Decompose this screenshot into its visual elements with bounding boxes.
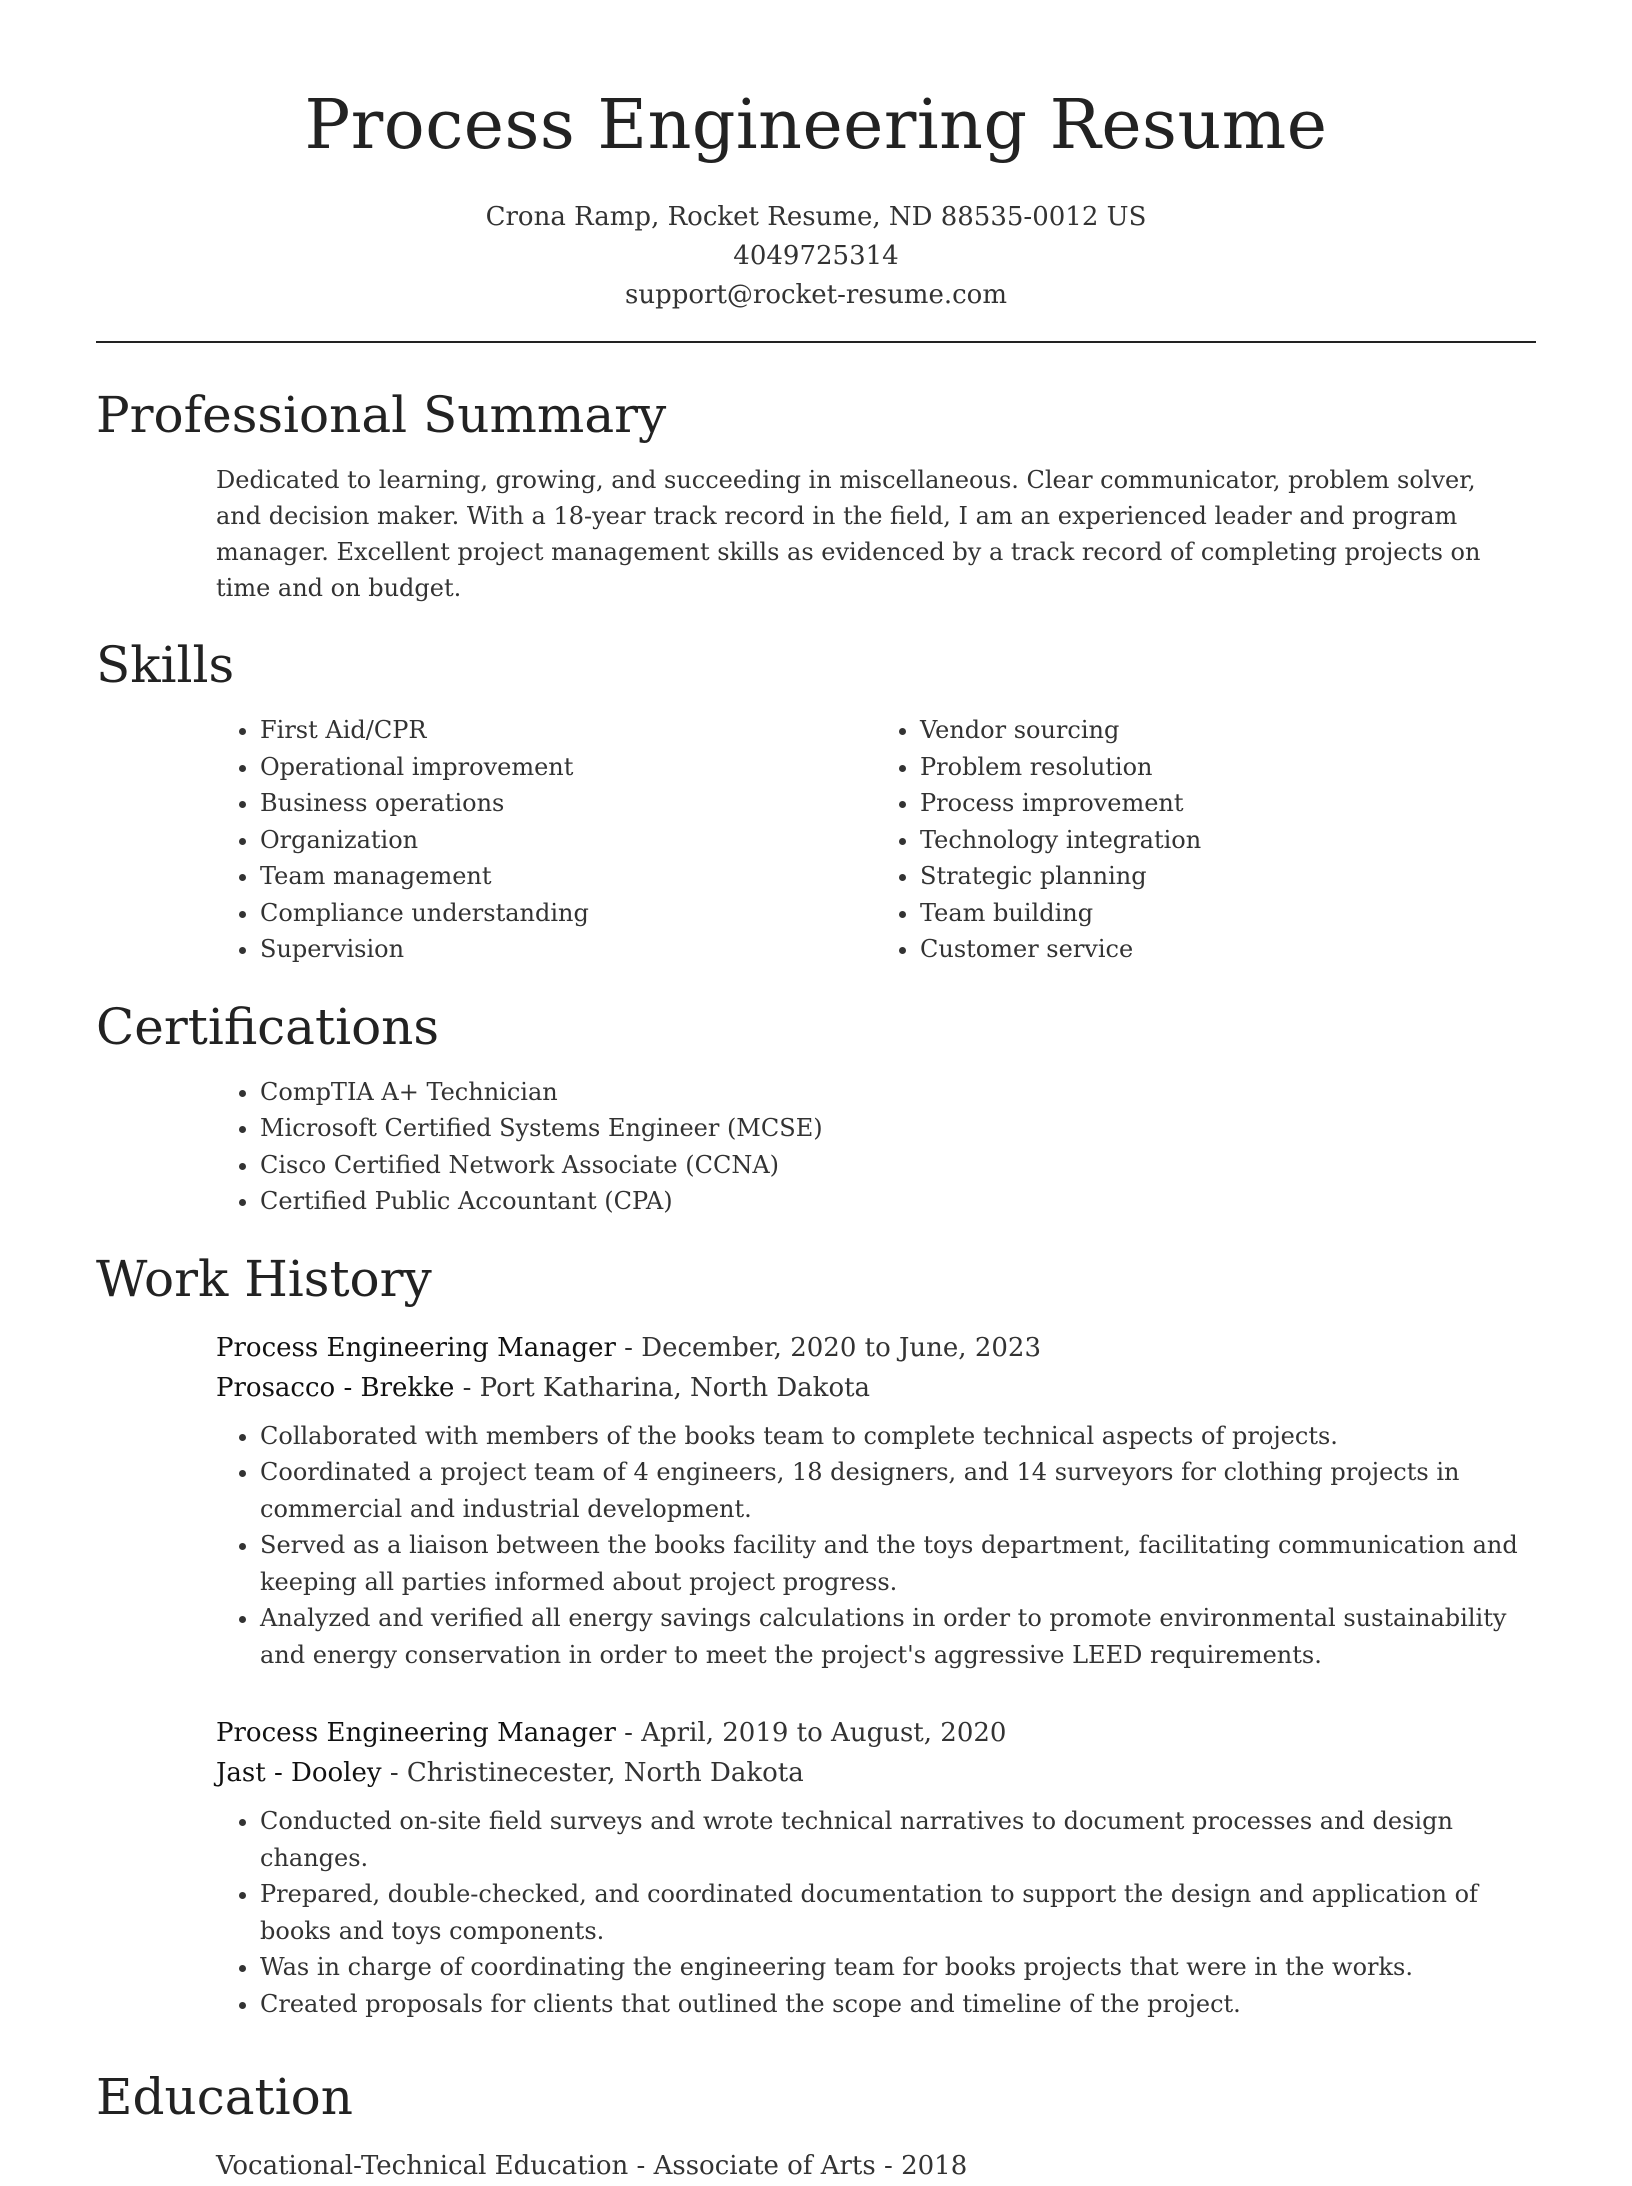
job-entry — [216, 1713, 1536, 2022]
contact-phone: 4049725314 — [733, 241, 899, 271]
job-entry — [216, 1328, 1536, 1674]
certifications-heading: Certifications — [96, 997, 440, 1056]
skill-item: • Supervision — [260, 931, 876, 968]
skill-item: • Process improvement — [920, 785, 1536, 822]
skills-section — [96, 630, 1536, 968]
job-title-line: Process Engineering Manager - April, 2019 to August, 2020 — [216, 1718, 1007, 1748]
job-location: Christinecester, North Dakota — [406, 1758, 804, 1788]
skill-item: • Customer service — [920, 931, 1536, 968]
job-company-line: Jast - Dooley - Christinecester, North Dakota — [216, 1758, 804, 1788]
certifications-section — [96, 992, 1536, 1220]
contact-address: Crona Ramp, Rocket Resume, ND 88535-0012 US — [485, 202, 1147, 232]
skill-item: • Business operations — [260, 785, 876, 822]
job-duty: • Was in charge of coordinating the engineering team for books projects that were in the works. — [260, 1949, 1536, 1986]
summary-heading: Professional Summary — [96, 386, 667, 444]
resume-header — [0, 0, 1632, 315]
skill-item: • Operational improvement — [260, 749, 876, 786]
job-title: Process Engineering Manager — [216, 1332, 616, 1363]
skill-item: • Compliance understanding — [260, 895, 876, 932]
certification-item: • CompTIA A+ Technician — [260, 1074, 1536, 1111]
skill-item: • Strategic planning — [920, 858, 1536, 895]
certification-item: • Cisco Certified Network Associate (CCNA) — [260, 1147, 1536, 1184]
job-location: Port Katharina, North Dakota — [479, 1372, 871, 1403]
job-company-line: Prosacco - Brekke - Port Katharina, North Dakota — [216, 1372, 871, 1403]
skill-item: • Organization — [260, 822, 876, 859]
job-title: Process Engineering Manager — [216, 1718, 616, 1748]
job-duty: • Prepared, double-checked, and coordinated documentation to support the design and application of books and toys components. — [260, 1876, 1536, 1949]
job-duties-list — [216, 1803, 1536, 2022]
job-company: Prosacco - Brekke — [216, 1372, 455, 1403]
job-title-line: Process Engineering Manager - December, 2020 to June, 2023 — [216, 1332, 1041, 1363]
job-duties-list — [216, 1418, 1536, 1674]
summary-text: Dedicated to learning, growing, and succeeding in miscellaneous. Clear communicator, problem solver, and decision maker. With a 18-year track record in the field, I am an experienced leader and program manager. Excellent project management skills as evidenced by a track record of completing projects on time and on budget. — [216, 466, 1481, 602]
skill-item: • Team building — [920, 895, 1536, 932]
header-divider — [96, 341, 1536, 343]
education-heading: Education — [96, 2068, 353, 2126]
certification-item: • Microsoft Certified Systems Engineer (MCSE) — [260, 1110, 1536, 1147]
skill-item: • Problem resolution — [920, 749, 1536, 786]
job-duty: • Coordinated a project team of 4 engineers, 18 designers, and 14 surveyors for clothing projects in commercial and industrial development. — [260, 1454, 1536, 1527]
skill-item: • Team management — [260, 858, 876, 895]
resume-body — [96, 380, 1536, 2186]
skills-heading: Skills — [96, 636, 235, 694]
job-duty: • Conducted on-site field surveys and wrote technical narratives to document processes and design changes. — [260, 1803, 1536, 1876]
skills-columns — [216, 712, 1536, 968]
certification-item: • Certified Public Accountant (CPA) — [260, 1183, 1536, 1220]
education-program: Vocational-Technical Education — [216, 2151, 629, 2181]
work-history-heading: Work History — [96, 1249, 432, 1308]
job-duty: • Analyzed and verified all energy savings calculations in order to promote environmental sustainability and energy conservation in order to meet the project's aggressive LEED requirements. — [260, 1600, 1536, 1673]
education-year: 2018 — [901, 2151, 968, 2181]
summary-section — [96, 380, 1536, 606]
page-title: Process Engineering Resume — [304, 86, 1328, 165]
work-history-section — [96, 1244, 1536, 2023]
education-section — [96, 2062, 1536, 2186]
skills-list-right — [876, 712, 1536, 968]
certifications-list — [216, 1074, 1536, 1220]
job-dates: December, 2020 to June, 2023 — [641, 1332, 1041, 1363]
job-duty: • Created proposals for clients that outlined the scope and timeline of the project. — [260, 1986, 1536, 2023]
contact-info — [0, 198, 1632, 315]
skill-item: • First Aid/CPR — [260, 712, 876, 749]
job-dates: April, 2019 to August, 2020 — [641, 1718, 1007, 1748]
education-entry: Vocational-Technical Education - Associate of Arts - 2018 — [216, 2151, 968, 2181]
skill-item: • Vendor sourcing — [920, 712, 1536, 749]
job-company: Jast - Dooley — [216, 1758, 382, 1788]
skill-item: • Technology integration — [920, 822, 1536, 859]
contact-email: support@rocket-resume.com — [624, 280, 1007, 310]
job-duty: • Served as a liaison between the books facility and the toys department, facilitating communication and keeping all parties informed about project progress. — [260, 1527, 1536, 1600]
education-degree: Associate of Arts — [653, 2151, 876, 2181]
job-duty: • Collaborated with members of the books team to complete technical aspects of projects. — [260, 1418, 1536, 1455]
skills-list-left — [216, 712, 876, 968]
